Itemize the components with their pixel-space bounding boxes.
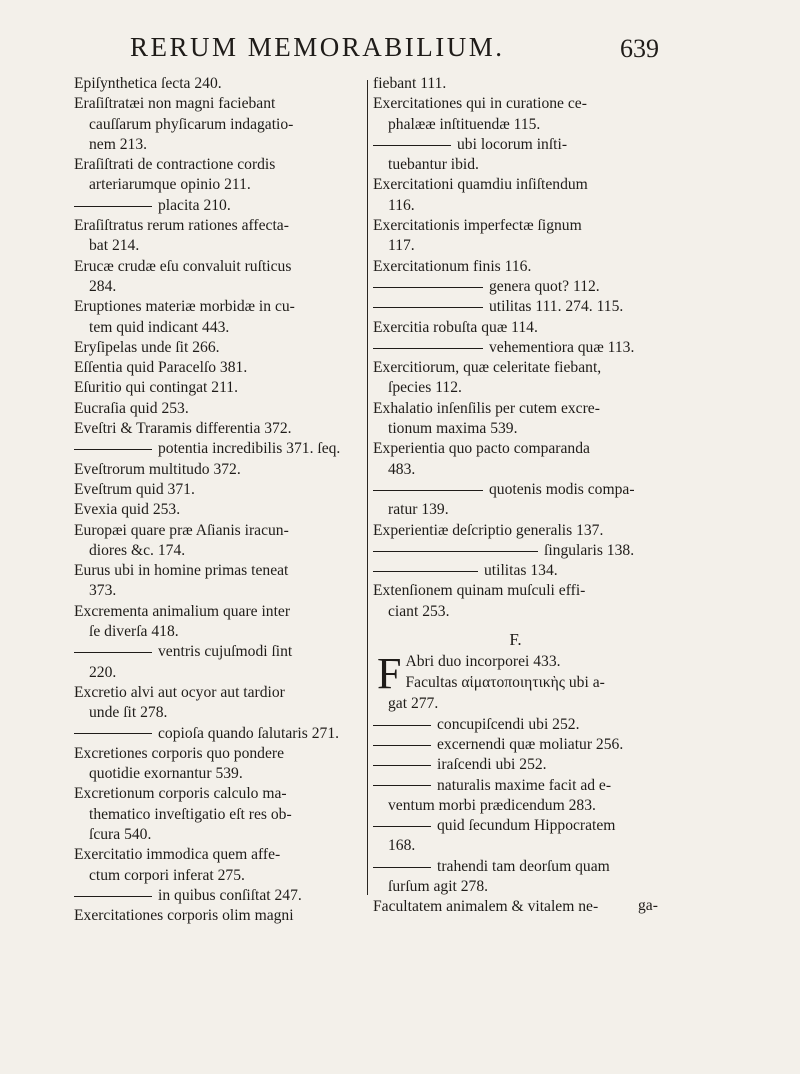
ditto-dash — [373, 785, 431, 786]
entry-headline — [74, 845, 364, 865]
entry-text: ratur 139. — [388, 501, 449, 519]
ditto-dash — [373, 571, 478, 572]
index-entry — [373, 175, 658, 216]
index-entry — [74, 784, 364, 845]
f-first-line: Abri duo incorporei 433. — [405, 653, 561, 671]
ditto-dash — [373, 826, 431, 827]
running-title: RERUM MEMORABILIUM. — [130, 32, 505, 62]
entry-continuation — [74, 318, 364, 338]
ditto-dash — [74, 206, 152, 207]
entry-text: Exercitationes qui in curatione ce- — [373, 95, 587, 113]
entry-text: Eveſtrum quid 371. — [74, 480, 195, 498]
entry-headline — [74, 378, 364, 398]
entry-text: utilitas 134. — [484, 562, 558, 580]
entry-headline — [74, 155, 364, 175]
index-entry — [373, 135, 658, 176]
entry-text: ctum corpori inferat 275. — [89, 866, 245, 884]
f-second-line: Facultas αἱματοποιητικὴς ubi a- — [405, 673, 605, 691]
entry-text: diores &c. 174. — [89, 541, 186, 559]
entry-text: Exercitationis imperfectæ ſignum — [373, 217, 582, 235]
entry-text: Eurus ubi in homine primas teneat — [74, 562, 289, 580]
entry-text: Exercitatio immodica quem affe- — [74, 846, 281, 864]
entry-continuation — [74, 115, 364, 135]
index-entry — [74, 460, 364, 480]
ditto-dash — [74, 652, 152, 653]
index-entry — [74, 906, 364, 926]
entry-text: Excretionum corporis calculo ma- — [74, 785, 287, 803]
index-entry — [373, 277, 658, 297]
ditto-dash — [373, 307, 483, 308]
catchword: ga- — [638, 897, 658, 914]
entry-text: ſpecies 112. — [388, 379, 462, 397]
entry-continuation — [373, 196, 658, 216]
entry-text: bat 214. — [89, 237, 140, 255]
index-entry — [373, 257, 658, 277]
f-entries — [373, 715, 658, 918]
ditto-dash — [373, 867, 431, 868]
entry-continuation — [74, 581, 364, 601]
index-entry — [74, 642, 364, 683]
entry-text: ventris cujuſmodi ſint — [158, 643, 293, 661]
entry-headline — [74, 94, 364, 114]
entry-text: Eſſentia quid Paracelſo 381. — [74, 359, 248, 377]
entry-continuation — [74, 703, 364, 723]
entry-text: Eveſtri & Traramis differentia 372. — [74, 420, 292, 438]
index-entry — [74, 155, 364, 196]
index-entry — [74, 521, 364, 562]
entry-text: Exhalatio inſenſilis per cutem excre- — [373, 399, 600, 417]
index-entry — [373, 897, 658, 917]
entry-continuation — [74, 805, 364, 825]
entry-text: Eucraſia quid 253. — [74, 399, 189, 417]
entry-continuation — [74, 236, 364, 256]
entry-text: Epiſynthetica ſecta 240. — [74, 75, 222, 92]
entry-headline — [74, 480, 364, 500]
entry-text: iraſcendi ubi 252. — [437, 756, 547, 774]
index-entry — [74, 378, 364, 398]
entry-headline — [373, 94, 658, 114]
entry-headline — [74, 886, 364, 906]
entry-headline — [74, 784, 364, 804]
entry-text: 483. — [388, 460, 416, 478]
entry-text: copioſa quando ſalutaris 271. — [158, 724, 340, 742]
entry-text: trahendi tam deorſum quam — [437, 857, 610, 875]
index-entry — [74, 94, 364, 155]
entry-text: quid ſecundum Hippocratem — [437, 817, 616, 835]
entry-text: quotidie exornantur 539. — [89, 765, 243, 783]
entry-continuation — [373, 836, 658, 856]
index-entry — [373, 94, 658, 135]
entry-text: Excretiones corporis quo pondere — [74, 744, 285, 762]
ditto-dash — [373, 765, 431, 766]
entry-text: ſe diverſa 418. — [89, 623, 179, 641]
index-entry — [74, 399, 364, 419]
entry-text: Exercitia robuſta quæ 114. — [373, 318, 538, 336]
entry-text: fiebant 111. — [373, 75, 447, 92]
entry-headline — [74, 338, 364, 358]
entry-headline — [373, 358, 658, 378]
entry-headline — [373, 715, 658, 735]
entry-headline — [74, 399, 364, 419]
index-entry — [74, 683, 364, 724]
entry-text: Facultatem animalem & vitalem ne- — [373, 898, 599, 916]
entry-headline — [373, 581, 658, 601]
entry-continuation — [373, 378, 658, 398]
entry-continuation — [373, 155, 658, 175]
ditto-dash — [373, 551, 538, 552]
index-entry — [74, 358, 364, 378]
entry-text: unde ſit 278. — [89, 704, 168, 722]
entry-headline — [74, 500, 364, 520]
entry-text: quotenis modis compa- — [489, 480, 635, 498]
entry-headline — [373, 257, 658, 277]
entry-headline — [373, 439, 658, 459]
entry-headline — [74, 439, 364, 459]
entry-headline — [373, 755, 658, 775]
entry-text: Extenſionem quinam muſculi effi- — [373, 582, 586, 600]
index-entry — [74, 744, 364, 785]
entry-text: Experientiæ deſcriptio generalis 137. — [373, 521, 604, 539]
entry-headline — [74, 906, 364, 926]
index-entry — [373, 857, 658, 898]
f-third-line: gat 277. — [388, 695, 439, 713]
index-entry — [373, 735, 658, 755]
index-entry — [373, 561, 658, 581]
entry-text: thematico inveſtigatio eſt res ob- — [89, 805, 292, 823]
entry-text: phalææ inſtituendæ 115. — [388, 115, 541, 133]
index-entry — [373, 776, 658, 817]
index-entry — [373, 399, 658, 440]
right-index-column — [373, 74, 658, 918]
entry-continuation — [373, 419, 658, 439]
entry-text: ſurſum agit 278. — [388, 877, 489, 895]
entry-headline — [74, 521, 364, 541]
ditto-dash — [74, 896, 152, 897]
entry-text: ciant 253. — [388, 602, 450, 620]
entry-headline — [74, 744, 364, 764]
ditto-dash — [373, 145, 451, 146]
entry-headline — [373, 816, 658, 836]
entry-text: Evexia quid 253. — [74, 501, 181, 519]
index-entry — [373, 541, 658, 561]
entry-text: Exercitationes corporis olim magni — [74, 907, 294, 925]
entry-text: ventum morbi prædicendum 283. — [388, 796, 596, 814]
index-entry — [74, 338, 364, 358]
entry-text: Eſuritio qui contingat 211. — [74, 379, 239, 397]
entry-text: ſingularis 138. — [544, 541, 635, 559]
entry-headline — [74, 561, 364, 581]
page-number: 639 — [620, 34, 659, 63]
entry-text: Exercitiorum, quæ celeritate fiebant, — [373, 359, 602, 377]
entry-headline — [373, 74, 658, 94]
left-index-column — [74, 74, 364, 926]
entry-text: Experientia quo pacto comparanda — [373, 440, 590, 458]
entry-text: concupiſcendi ubi 252. — [437, 715, 580, 733]
ditto-dash — [74, 733, 152, 734]
entry-headline — [74, 419, 364, 439]
index-entry — [74, 419, 364, 439]
entry-headline — [373, 277, 658, 297]
entry-text: Erucæ crudæ eſu convaluit ruſticus — [74, 257, 292, 275]
entry-headline — [373, 541, 658, 561]
index-entry — [373, 439, 658, 480]
entry-headline — [74, 358, 364, 378]
entry-text: Eruptiones materiæ morbidæ in cu- — [74, 298, 295, 316]
entry-continuation — [373, 796, 658, 816]
index-entry — [373, 318, 658, 338]
entry-continuation — [373, 236, 658, 256]
entry-text: ſcura 540. — [89, 825, 152, 843]
entry-text: 284. — [89, 277, 117, 295]
index-entry — [373, 755, 658, 775]
entry-headline — [373, 399, 658, 419]
ditto-dash — [373, 725, 431, 726]
entry-headline — [74, 642, 364, 662]
entry-continuation — [74, 764, 364, 784]
index-entry — [373, 715, 658, 735]
entry-headline — [373, 480, 658, 500]
entry-text: Eryſipelas unde ſit 266. — [74, 338, 220, 356]
entry-continuation — [74, 175, 364, 195]
entry-text: tionum maxima 539. — [388, 420, 518, 438]
entry-continuation — [74, 866, 364, 886]
index-entry — [74, 216, 364, 257]
index-entry — [74, 439, 364, 459]
index-entry — [74, 724, 364, 744]
entry-text: Excrementa animalium quare inter — [74, 602, 291, 620]
index-entry — [373, 74, 658, 94]
entry-headline — [74, 257, 364, 277]
ditto-dash — [373, 490, 483, 491]
ditto-dash — [373, 745, 431, 746]
entry-text: ubi locorum inſti- — [457, 135, 568, 153]
entry-text: nem 213. — [89, 135, 148, 153]
entry-headline — [373, 561, 658, 581]
entry-text: 220. — [89, 663, 117, 681]
index-entry — [74, 561, 364, 602]
entry-text: Excretio alvi aut ocyor aut tardior — [74, 683, 285, 701]
entry-headline — [74, 683, 364, 703]
index-entry — [373, 338, 658, 358]
index-entry — [373, 521, 658, 541]
entry-text: 168. — [388, 837, 416, 855]
entry-text: utilitas 111. 274. 115. — [489, 298, 624, 316]
drop-cap: F — [377, 652, 402, 695]
entry-headline — [373, 297, 658, 317]
index-entry — [373, 581, 658, 622]
entry-headline — [373, 897, 658, 917]
entry-text: 117. — [388, 237, 415, 255]
entry-headline — [74, 460, 364, 480]
entry-headline — [74, 74, 364, 94]
index-entry — [74, 196, 364, 216]
ditto-dash — [74, 449, 152, 450]
running-header — [0, 26, 800, 70]
entry-text: Eveſtrorum multitudo 372. — [74, 460, 241, 478]
entry-text: Exercitationi quamdiu inſiſtendum — [373, 176, 588, 194]
entry-text: excernendi quæ moliatur 256. — [437, 735, 624, 753]
entry-headline — [373, 521, 658, 541]
entry-text: 116. — [388, 196, 415, 214]
entry-headline — [74, 724, 364, 744]
entry-text: tuebantur ibid. — [388, 156, 479, 174]
entry-headline — [373, 135, 658, 155]
entry-headline — [74, 196, 364, 216]
entry-text: potentia incredibilis 371. ſeq. — [158, 440, 341, 458]
entry-continuation — [74, 135, 364, 155]
entry-text: Exercitationum finis 116. — [373, 257, 532, 275]
ditto-dash — [373, 287, 483, 288]
entry-headline — [373, 216, 658, 236]
entry-continuation — [373, 115, 658, 135]
entry-continuation — [74, 622, 364, 642]
entry-text: arteriarumque opinio 211. — [89, 176, 251, 194]
index-entry — [74, 74, 364, 94]
index-entry — [74, 257, 364, 298]
index-entry — [373, 297, 658, 317]
entry-text: naturalis maxime facit ad e- — [437, 776, 612, 794]
entry-headline — [373, 857, 658, 877]
entry-continuation — [373, 602, 658, 622]
entry-text: Eraſiſtratus rerum rationes affecta- — [74, 217, 289, 235]
index-entry — [74, 845, 364, 886]
entry-headline — [373, 175, 658, 195]
entry-continuation — [74, 663, 364, 683]
ditto-dash — [373, 348, 483, 349]
entry-headline — [373, 318, 658, 338]
entry-text: Eraſiſtrati de contractione cordis — [74, 156, 276, 174]
index-entry — [373, 358, 658, 399]
entry-headline — [373, 776, 658, 796]
entry-continuation — [373, 500, 658, 520]
index-entry — [74, 480, 364, 500]
entry-headline — [373, 338, 658, 358]
entry-headline — [74, 602, 364, 622]
index-entry — [373, 816, 658, 857]
entry-text: Eraſiſtratæi non magni faciebant — [74, 95, 276, 113]
entry-headline — [74, 297, 364, 317]
entry-continuation — [373, 460, 658, 480]
right-entries — [373, 74, 658, 622]
entry-text: placita 210. — [158, 196, 231, 214]
entry-text: 373. — [89, 582, 117, 600]
entry-headline — [373, 735, 658, 755]
index-entry — [373, 216, 658, 257]
entry-continuation — [74, 277, 364, 297]
entry-headline — [74, 216, 364, 236]
entry-text: vehementiora quæ 113. — [489, 338, 635, 356]
entry-text: cauſſarum phyſicarum indagatio- — [89, 115, 294, 133]
entry-continuation — [373, 877, 658, 897]
f-section — [373, 652, 658, 917]
index-entry — [74, 602, 364, 643]
entry-text: Europæi quare præ Aſianis iracun- — [74, 521, 289, 539]
entry-text: in quibus conſiſtat 247. — [158, 886, 302, 904]
index-entry — [373, 480, 658, 521]
index-entry — [74, 500, 364, 520]
entry-text: genera quot? 112. — [489, 277, 600, 295]
index-entry — [74, 886, 364, 906]
letter-heading: F. — [509, 630, 522, 650]
column-divider — [367, 80, 368, 895]
entry-text: tem quid indicant 443. — [89, 318, 230, 336]
entry-continuation — [74, 825, 364, 845]
entry-continuation — [74, 541, 364, 561]
index-entry — [74, 297, 364, 338]
